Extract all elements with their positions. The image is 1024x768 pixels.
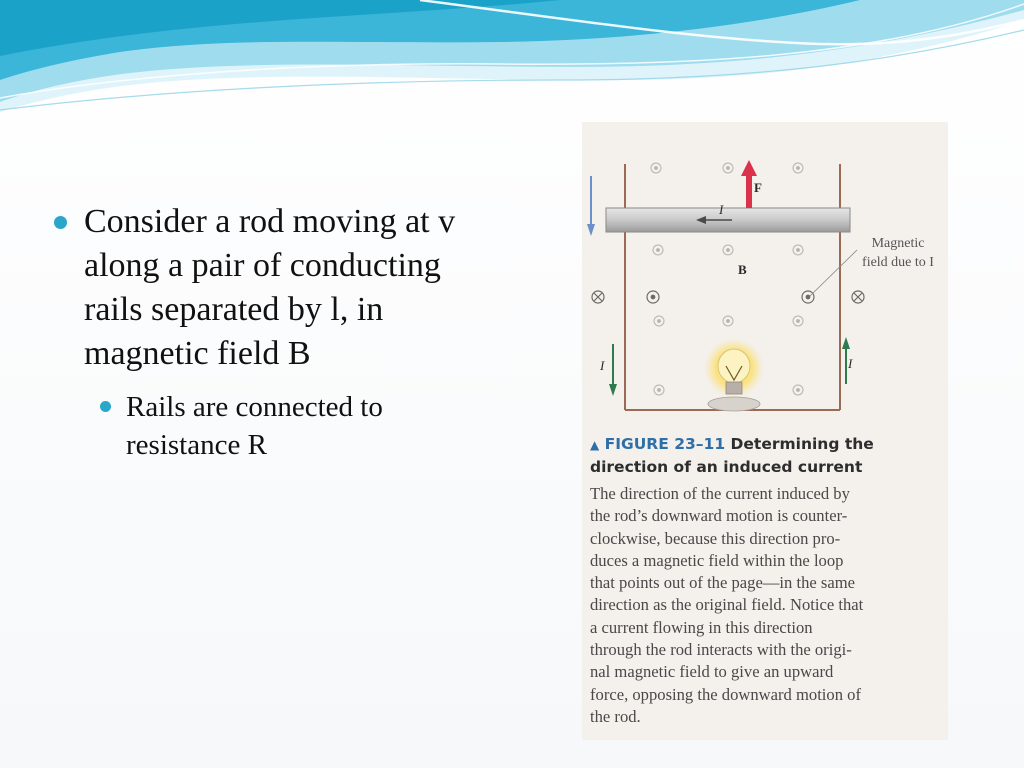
bullet-list	[54, 200, 504, 464]
bullet-item	[54, 200, 504, 376]
figure-number: FIGURE 23–11	[604, 435, 726, 453]
sub-bullet-item	[100, 388, 504, 464]
induced-field-label-text: Magnetic field due to I	[862, 236, 934, 270]
textbook-figure	[582, 122, 948, 740]
force-label: F	[754, 180, 762, 195]
rod-rail-diagram	[582, 122, 948, 422]
field-label-leader	[810, 250, 857, 296]
triangle-icon: ▲	[590, 438, 600, 452]
figure-title: Determining the direction of an induced current	[590, 435, 874, 476]
left-current-label: I	[600, 358, 605, 373]
sub-bullet-marker	[100, 401, 111, 412]
light-bulb	[704, 338, 764, 411]
field-label: B	[738, 262, 747, 277]
right-current-label: I	[848, 356, 853, 371]
induced-field-markers	[592, 291, 864, 303]
figure-caption-title	[590, 433, 940, 478]
bullet-marker	[54, 216, 67, 229]
sub-bullet-text: Rails are connected to resistance R	[126, 391, 383, 461]
figure-caption-body: The direction of the current induced by the rod’s downward motion is counter- clockwise, because this direction pro- duces a magnetic field within the loop that points out of the page—in the same direction as the original field. Notice that a current flowing in this direction through the rod interacts with the origi- nal magnetic field to give an upward force, opposing the downward motion of the rod.	[590, 484, 864, 726]
induced-field-label	[858, 234, 938, 272]
header-wave-decoration	[0, 0, 1024, 130]
bullet-text: Consider a rod moving at v along a pair of conducting rails separated by l, in magnetic field B	[84, 203, 456, 372]
rod-current-label: I	[719, 202, 724, 217]
